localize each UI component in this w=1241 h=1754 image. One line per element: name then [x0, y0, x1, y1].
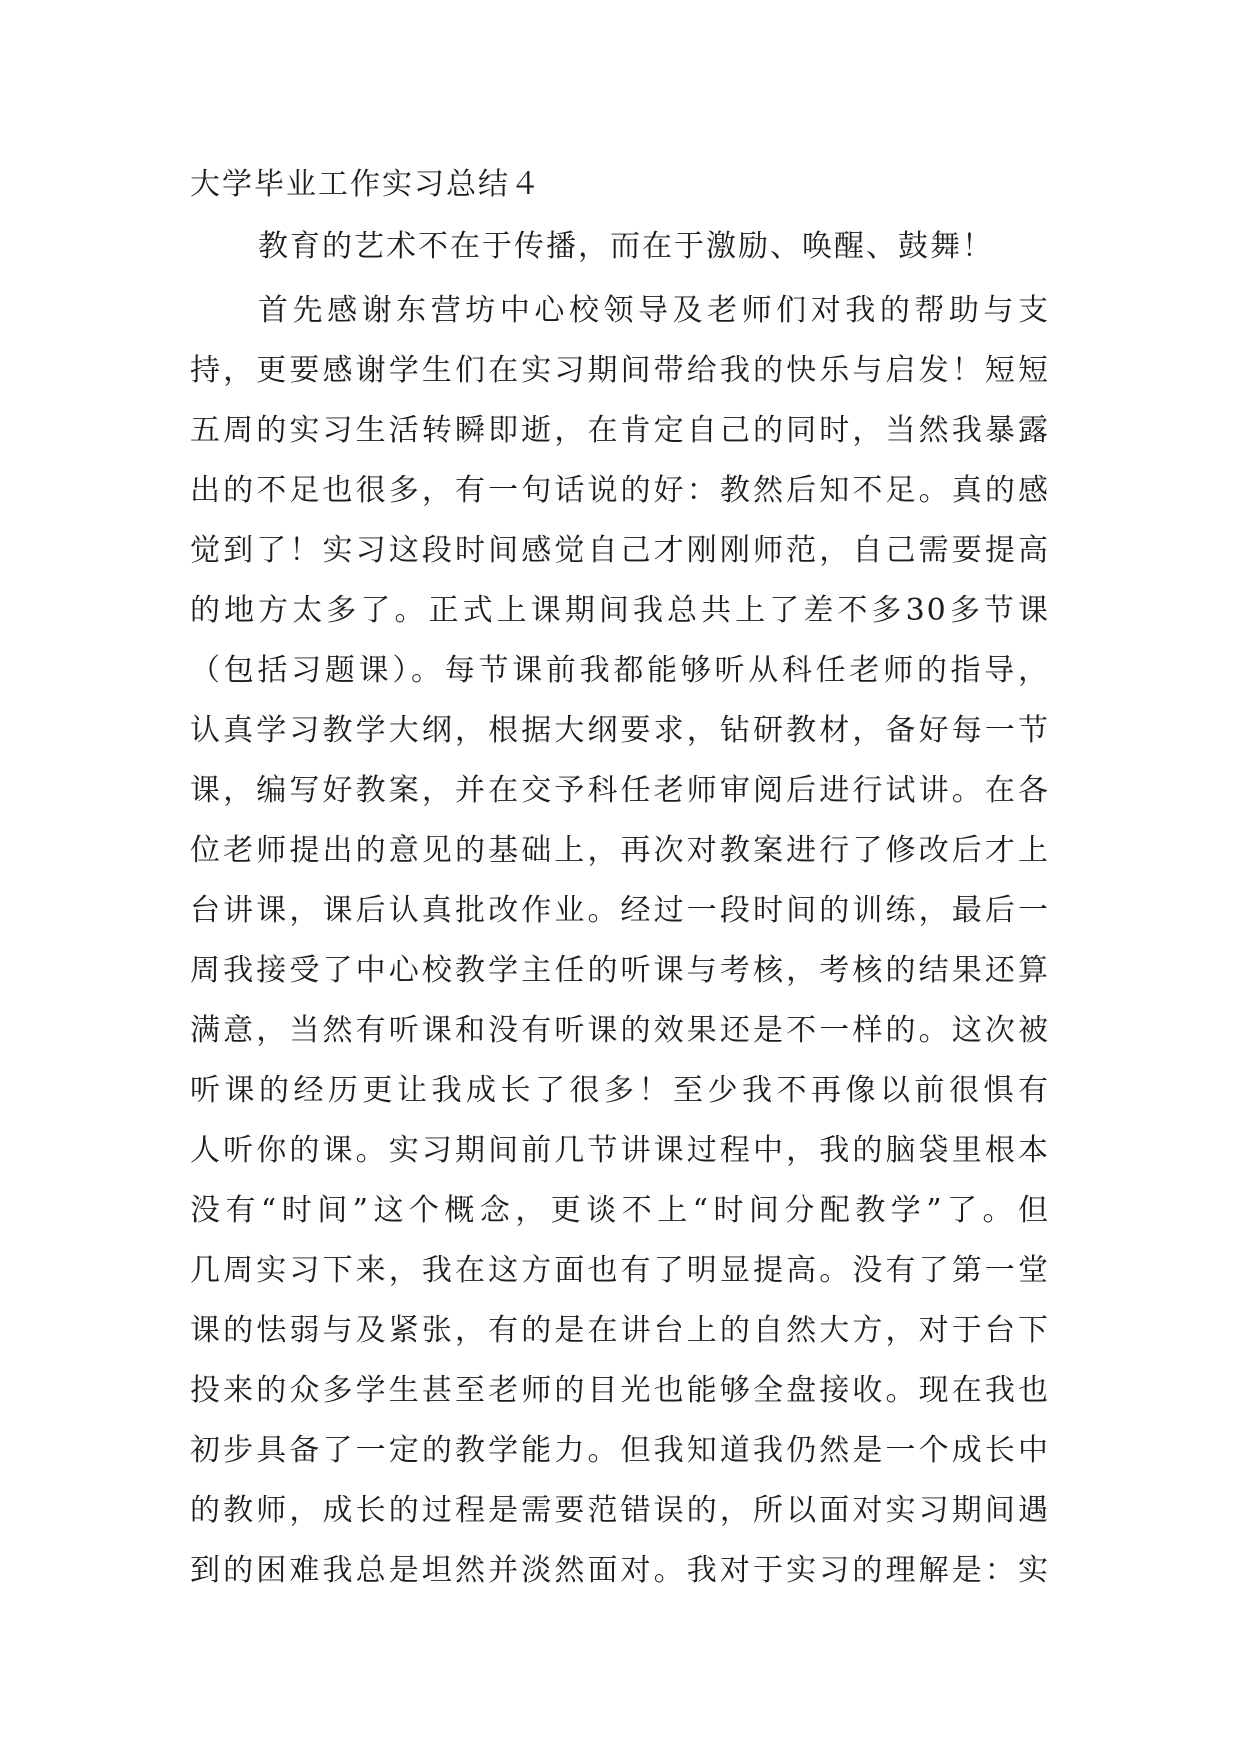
- body-line: 出的不足也很多，有一句话说的好：教然后知不足。真的感: [190, 473, 1050, 508]
- body-line: 课的怯弱与及紧张，有的是在讲台上的自然大方，对于台下: [190, 1313, 1050, 1348]
- body-line: 满意，当然有听课和没有听课的效果还是不一样的。这次被: [190, 1013, 1050, 1048]
- body-line: 觉到了！实习这段时间感觉自己才刚刚师范，自己需要提高: [190, 533, 1050, 568]
- body-line: 台讲课，课后认真批改作业。经过一段时间的训练，最后一: [190, 893, 1050, 928]
- body-line: 首先感谢东营坊中心校领导及老师们对我的帮助与支: [258, 293, 1050, 328]
- body-line: 听课的经历更让我成长了很多！至少我不再像以前很惧有: [190, 1073, 1050, 1108]
- body-line: （包括习题课）。每节课前我都能够听从科任老师的指导，: [190, 653, 1050, 688]
- body-line: 的地方太多了。正式上课期间我总共上了差不多30多节课: [190, 593, 1050, 628]
- body-line: 没有“时间”这个概念，更谈不上“时间分配教学”了。但: [190, 1193, 1050, 1228]
- document-title: 大学毕业工作实习总结４: [190, 167, 542, 202]
- body-paragraph: [190, 281, 1050, 1601]
- body-line: 人听你的课。实习期间前几节讲课过程中，我的脑袋里根本: [190, 1133, 1050, 1168]
- body-line: 持，更要感谢学生们在实习期间带给我的快乐与启发！短短: [190, 353, 1050, 388]
- body-line: 五周的实习生活转瞬即逝，在肯定自己的同时，当然我暴露: [190, 413, 1050, 448]
- body-line: 到的困难我总是坦然并淡然面对。我对于实习的理解是：实: [190, 1553, 1050, 1588]
- body-line: 几周实习下来，我在这方面也有了明显提高。没有了第一堂: [190, 1253, 1050, 1288]
- body-line: 课，编写好教案，并在交予科任老师审阅后进行试讲。在各: [190, 773, 1050, 808]
- motto-line: 教育的艺术不在于传播，而在于激励、唤醒、鼓舞！: [258, 229, 994, 264]
- body-line: 投来的众多学生甚至老师的目光也能够全盘接收。现在我也: [190, 1373, 1050, 1408]
- body-line: 周我接受了中心校教学主任的听课与考核，考核的结果还算: [190, 953, 1050, 988]
- body-line: 的教师，成长的过程是需要范错误的，所以面对实习期间遇: [190, 1493, 1050, 1528]
- body-line: 初步具备了一定的教学能力。但我知道我仍然是一个成长中: [190, 1433, 1050, 1468]
- body-line: 认真学习教学大纲，根据大纲要求，钻研教材，备好每一节: [190, 713, 1050, 748]
- body-line: 位老师提出的意见的基础上，再次对教案进行了修改后才上: [190, 833, 1050, 868]
